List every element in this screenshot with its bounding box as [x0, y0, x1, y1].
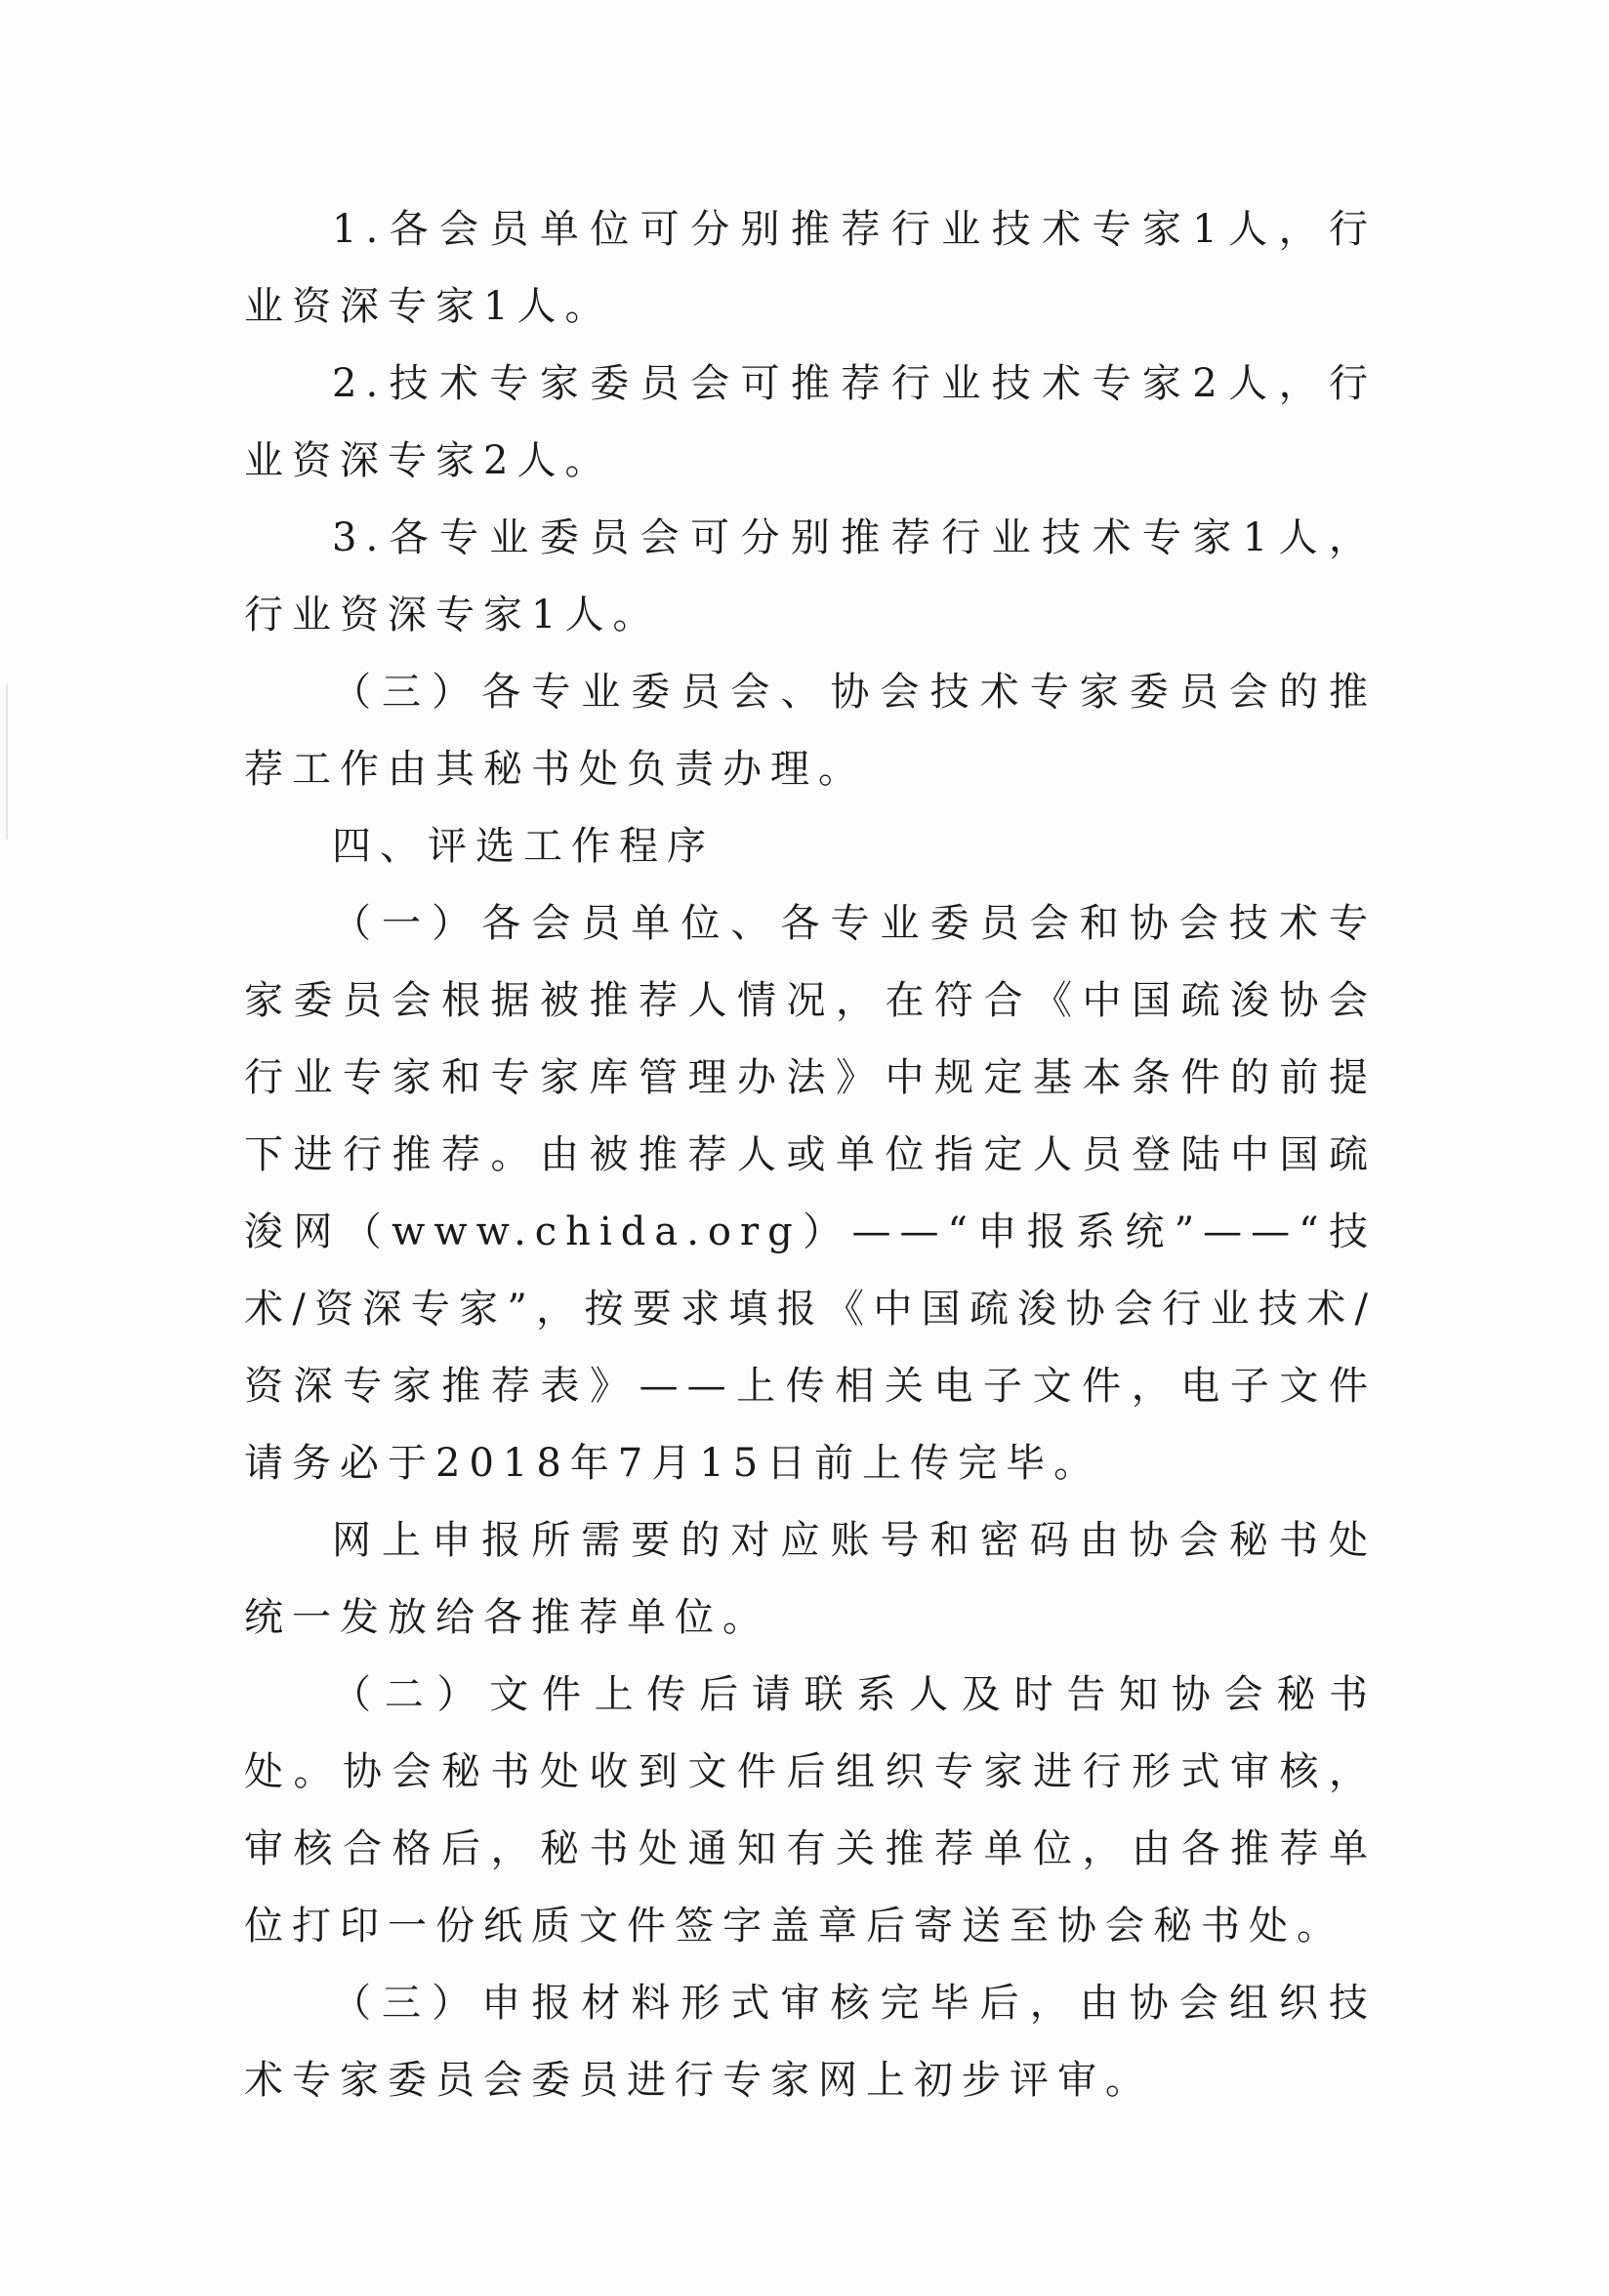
paragraph-procedure-step-2: （二）文件上传后请联系人及时告知协会秘书处。协会秘书处收到文件后组织专家进行形式审核，审核合格后，秘书处通知有关推荐单位，由各推荐单位打印一份纸质文件签字盖章后寄送至协会秘书处。	[244, 1672, 1377, 1948]
paragraph-procedure-step-3: （三）申报材料形式审核完毕后，由协会组织技术专家委员会委员进行专家网上初步评审。	[244, 1981, 1377, 2103]
paragraph-member-units: 1.各会员单位可分别推荐行业技术专家1人，行业资深专家1人。	[244, 207, 1377, 329]
paragraph-account-password: 网上申报所需要的对应账号和密码由协会秘书处统一发放给各推荐单位。	[244, 1518, 1377, 1640]
scan-edge-mark	[6, 683, 8, 840]
paragraph-special-committees: 3.各专业委员会可分别推荐行业技术专家1人，行业资深专家1人。	[244, 515, 1377, 637]
section-heading-procedure: 四、评选工作程序	[332, 824, 715, 869]
paragraph-procedure-step-1: （一）各会员单位、各专业委员会和协会技术专家委员会根据被推荐人情况，在符合《中国疏浚协会行业专家和专家库管理办法》中规定基本条件的前提下进行推荐。由被推荐人或单位指定人员登陆中国疏浚网（www.chida.org）——“申报系统”——“技术/资深专家”，按要求填报《中国疏浚协会行业技术/资深专家推荐表》——上传相关电子文件，电子文件请务必于2018年7月15日前上传完毕。	[244, 901, 1377, 1486]
paragraph-tech-committee: 2.技术专家委员会可推荐行业技术专家2人，行业资深专家2人。	[244, 361, 1377, 483]
paragraph-recommendation-office: （三）各专业委员会、协会技术专家委员会的推荐工作由其秘书处负责办理。	[244, 670, 1377, 792]
document-body	[244, 191, 1377, 2119]
